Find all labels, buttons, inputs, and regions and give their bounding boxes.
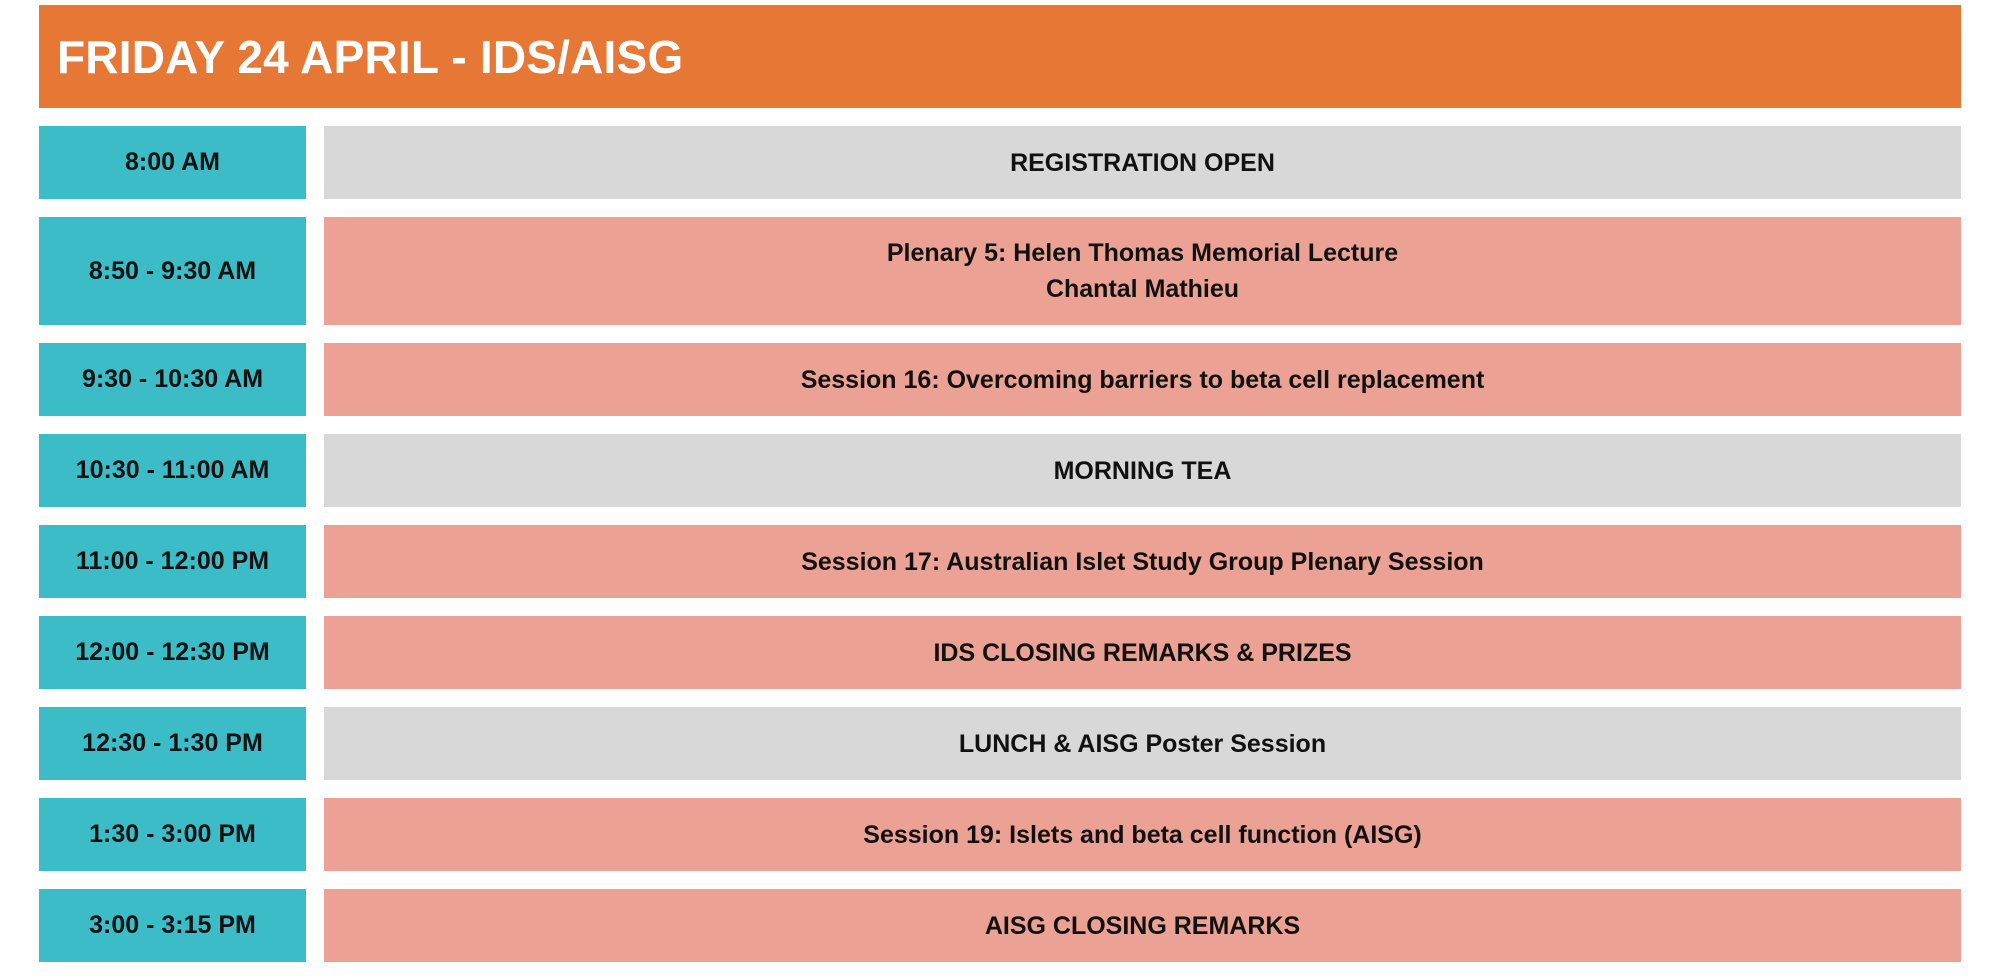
schedule-row <box>39 126 1961 199</box>
event-title: Plenary 5: Helen Thomas Memorial Lecture <box>886 239 1399 267</box>
schedule-row <box>39 889 1961 962</box>
event-cell <box>324 343 1961 416</box>
event-title: REGISTRATION OPEN <box>1010 148 1275 177</box>
page-header <box>39 5 1961 108</box>
event-cell <box>324 217 1961 325</box>
time-cell: 12:00 - 12:30 PM <box>39 616 306 689</box>
time-cell: 12:30 - 1:30 PM <box>39 707 306 780</box>
time-cell: 8:50 - 9:30 AM <box>39 217 306 325</box>
event-cell <box>324 434 1961 507</box>
event-cell <box>324 889 1961 962</box>
event-cell <box>324 126 1961 199</box>
event-title: Session 17: Australian Islet Study Group Plenary Session <box>801 547 1484 576</box>
time-cell: 1:30 - 3:00 PM <box>39 798 306 871</box>
event-cell <box>324 616 1961 689</box>
time-cell: 8:00 AM <box>39 126 306 199</box>
schedule-row <box>39 434 1961 507</box>
schedule-table <box>39 126 1961 980</box>
schedule-row <box>39 707 1961 780</box>
event-title: Session 19: Islets and beta cell function (AISG) <box>863 820 1422 849</box>
time-cell: 3:00 - 3:15 PM <box>39 889 306 962</box>
event-title: LUNCH & AISG Poster Session <box>958 729 1327 758</box>
event-title: Session 16: Overcoming barriers to beta cell replacement <box>800 365 1485 394</box>
schedule-row <box>39 343 1961 416</box>
time-cell: 10:30 - 11:00 AM <box>39 434 306 507</box>
event-speaker: Chantal Mathieu <box>1045 275 1240 303</box>
event-cell <box>324 525 1961 598</box>
schedule-row <box>39 525 1961 598</box>
event-title: AISG CLOSING REMARKS <box>984 911 1301 940</box>
event-cell <box>324 707 1961 780</box>
time-cell: 9:30 - 10:30 AM <box>39 343 306 416</box>
page-title: FRIDAY 24 APRIL - IDS/AISG <box>57 30 684 83</box>
schedule-row <box>39 616 1961 689</box>
event-cell <box>324 798 1961 871</box>
event-title: MORNING TEA <box>1053 456 1232 485</box>
schedule-row <box>39 798 1961 871</box>
time-cell: 11:00 - 12:00 PM <box>39 525 306 598</box>
event-title: IDS CLOSING REMARKS & PRIZES <box>933 638 1352 667</box>
schedule-row <box>39 217 1961 325</box>
